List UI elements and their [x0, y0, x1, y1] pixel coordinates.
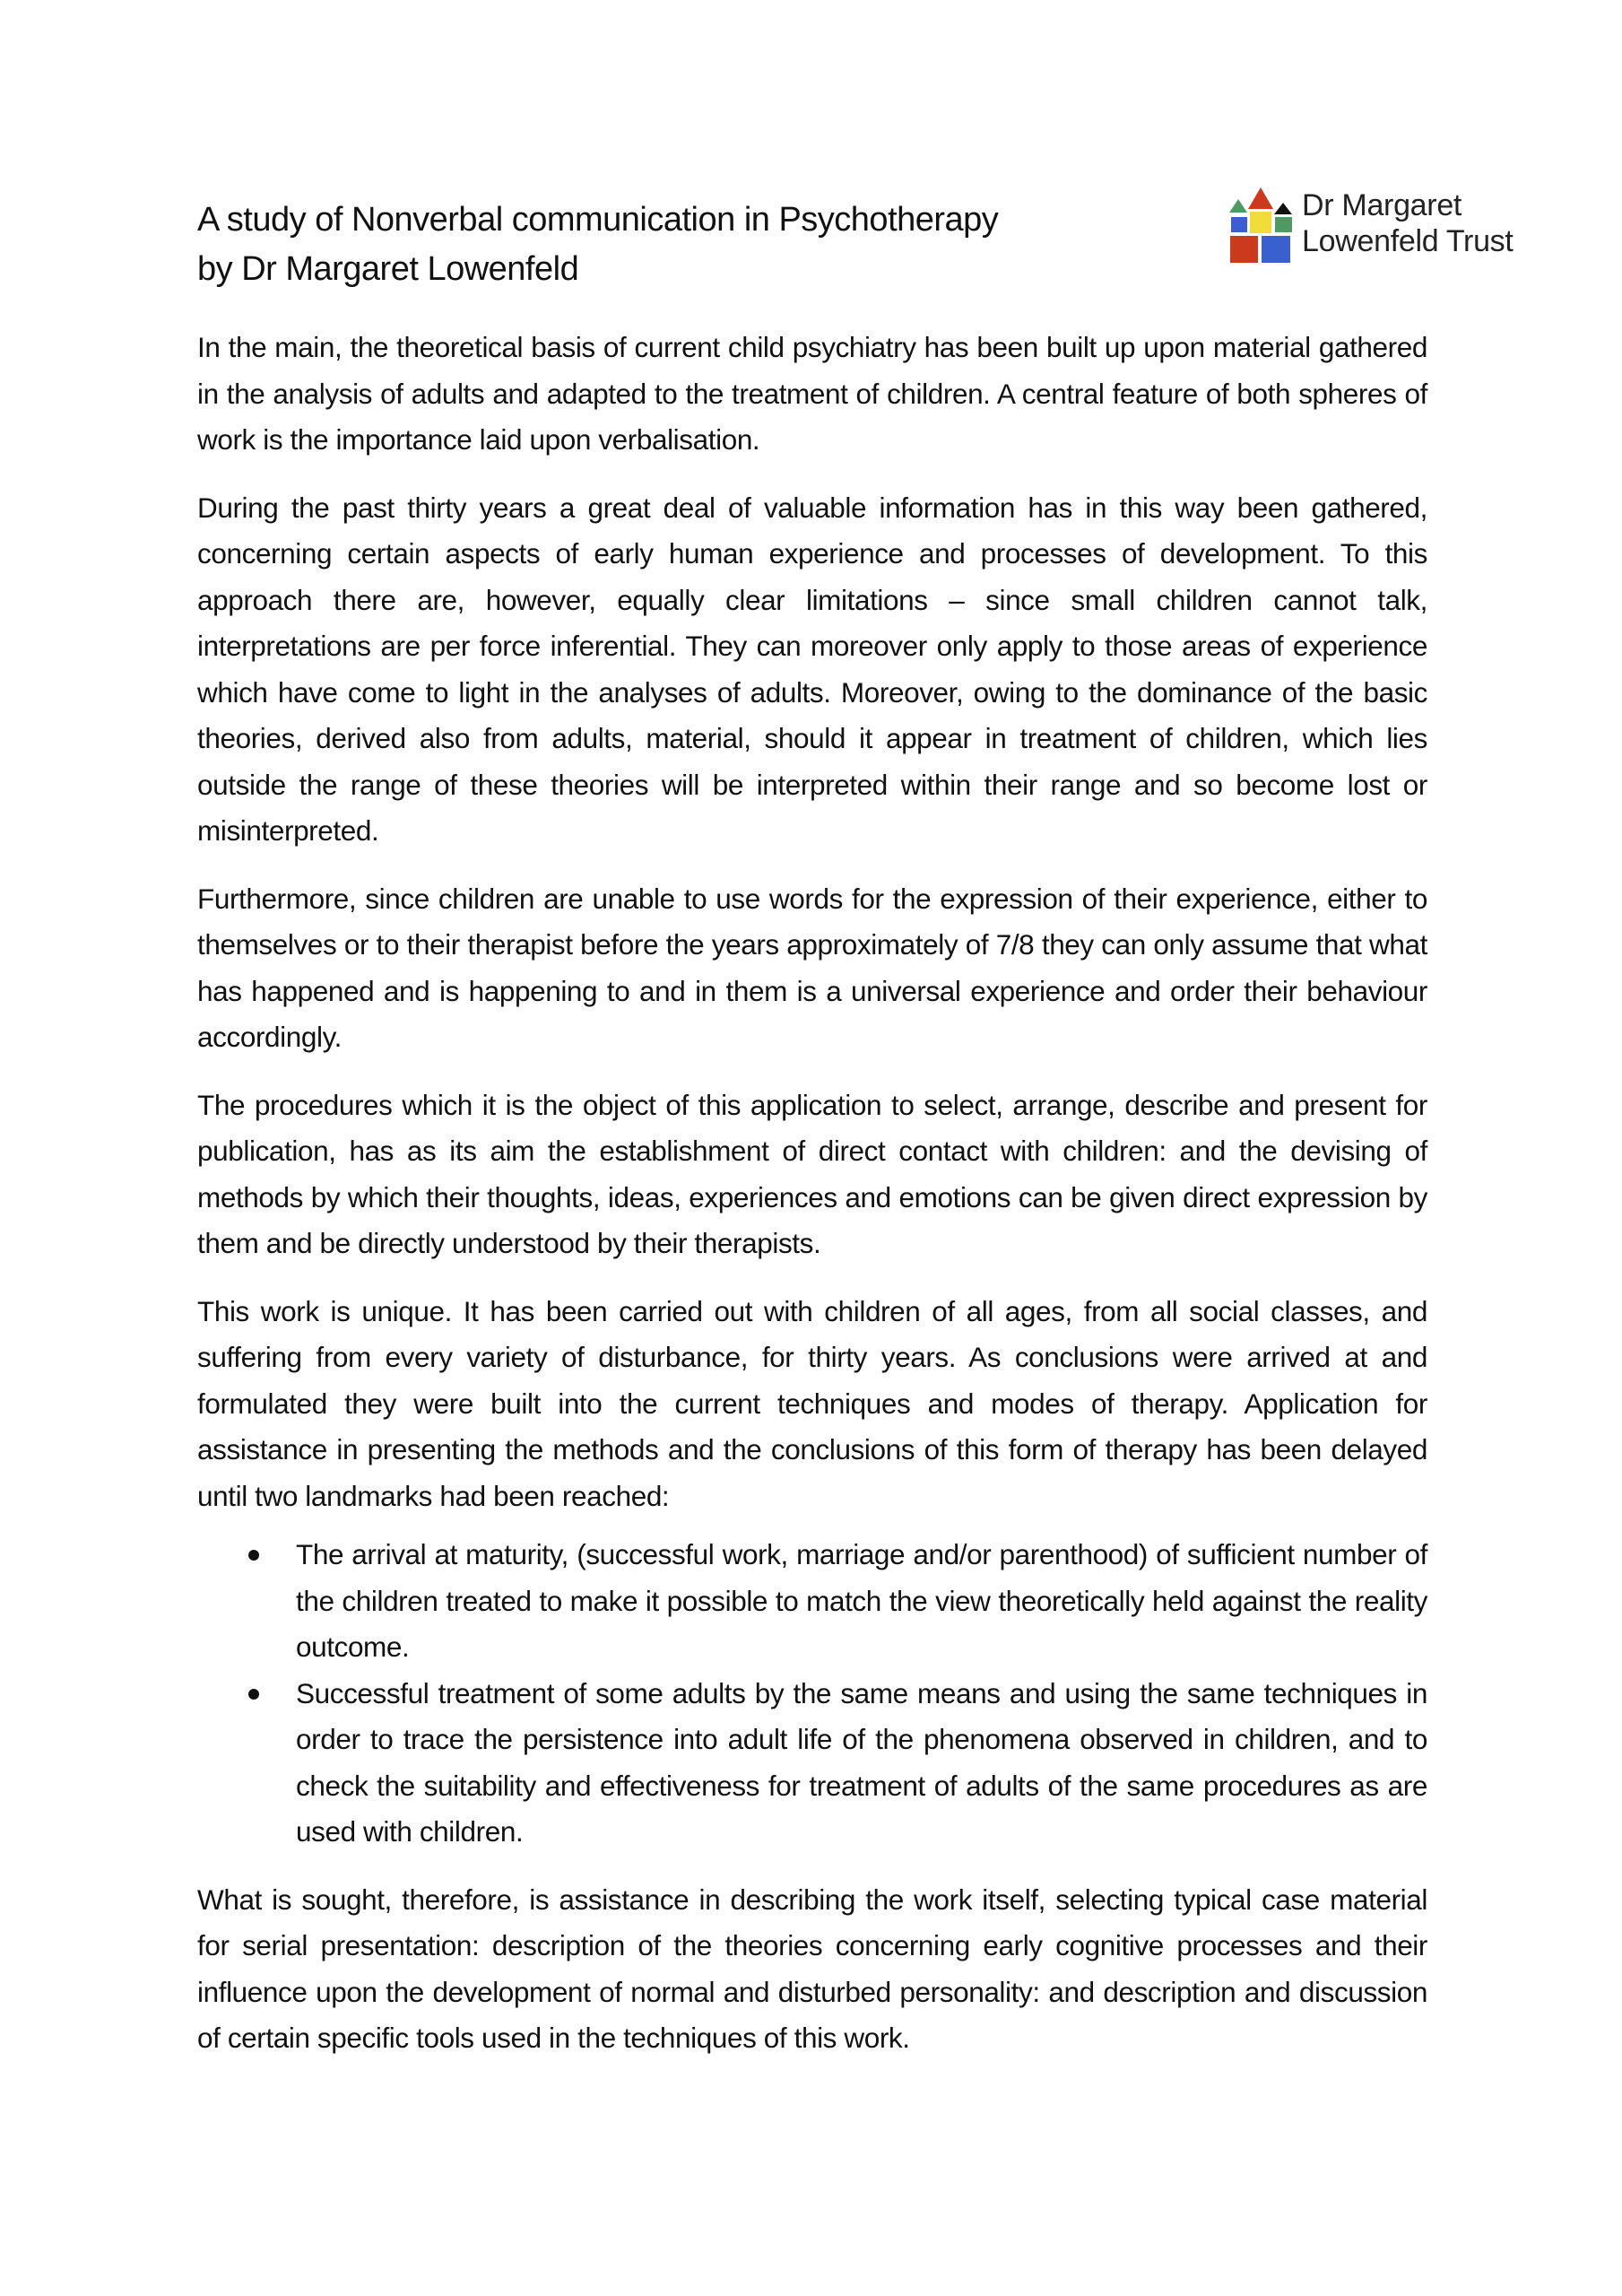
list-item: [197, 1671, 1427, 1856]
green-square-icon: [1275, 217, 1292, 232]
list-item-text: The arrival at maturity, (successful work, marriage and/or parenthood) of sufficient number of the children treated to make it possible to match the view theoretically held against the reality outcome.: [296, 1538, 1427, 1663]
list-item: [197, 1532, 1427, 1671]
red-big-square-icon: [1230, 236, 1258, 263]
blue-big-square-icon: [1262, 236, 1290, 263]
paragraph-furthermore: Furthermore, since children are unable to use words for the expression of their experience, either to themselves or to their therapist before the years approximately of 7/8 they can only assume that what has happened and is happening to and in them is a universal experience and order their behaviour accordingly.: [197, 882, 1427, 1053]
building-blocks-logo-icon: [1228, 184, 1291, 263]
bullet-icon: [248, 1689, 259, 1700]
document-title: [197, 196, 1094, 294]
trust-logo: [1228, 184, 1514, 263]
red-triangle-icon: [1248, 187, 1273, 209]
paragraph-intro: In the main, the theoretical basis of current child psychiatry has been built up upon material gathered in the analysis of adults and adapted to the treatment of children. A central feature of both spheres of work is the importance laid upon verbalisation.: [197, 331, 1427, 456]
logo-text-line-1: Dr Margaret: [1302, 188, 1462, 222]
list-item-text: Successful treatment of some adults by the same means and using the same techniques in order to trace the persistence into adult life of the phenomena observed in children, and to check the suitability and effectiveness for treatment of adults of the same procedures as are used with children.: [296, 1676, 1427, 1848]
paragraph-past-thirty-years: During the past thirty years a great deal of valuable information has in this way been gathered, concerning certain aspects of early human experience and processes of development. To this approach there are, however, equally clear limitations – since small children cannot talk, interpretations are per force inferential. They can moreover only apply to those areas of experience which have come to light in the analyses of adults. Moreover, owing to the dominance of the basic theories, derived also from adults, material, should it appear in treatment of children, which lies outside the range of these theories will be interpreted within their range and so become lost or misinterpreted.: [197, 491, 1427, 847]
title-line-2: by Dr Margaret Lowenfeld: [197, 250, 579, 288]
landmarks-list: [197, 1532, 1427, 1856]
yellow-square-icon: [1250, 212, 1271, 233]
bullet-icon: [248, 1550, 259, 1561]
green-triangle-icon: [1229, 199, 1247, 213]
paragraph-closing: What is sought, therefore, is assistance in describing the work itself, selecting typical case material for serial presentation: description of the theories concerning early cognitive processes and their influence upon the development of normal and disturbed personality: and description and discussion of certain specific tools used in the techniques of this work.: [197, 1883, 1427, 2054]
document-body: [197, 325, 1427, 2083]
logo-text: [1302, 187, 1514, 259]
title-line-1: A study of Nonverbal communication in Psychotherapy: [197, 201, 999, 239]
black-triangle-icon: [1274, 203, 1292, 214]
paragraph-procedures: The procedures which it is the object of this application to select, arrange, describe and present for publication, has as its aim the establishment of direct contact with children: and the devising of methods by which their thoughts, ideas, experiences and emotions can be given direct expression by them and be directly understood by their therapists.: [197, 1088, 1427, 1259]
blue-small-square-icon: [1231, 217, 1247, 232]
paragraph-unique-work: This work is unique. It has been carried out with children of all ages, from all social classes, and suffering from every variety of disturbance, for thirty years. As conclusions were arrived at and formulated they were built into the current techniques and modes of therapy. Application for assistance in presenting the methods and the conclusions of this form of therapy has been delayed until two landmarks had been reached:: [197, 1294, 1427, 1512]
logo-text-line-2: Lowenfeld Trust: [1302, 224, 1514, 258]
